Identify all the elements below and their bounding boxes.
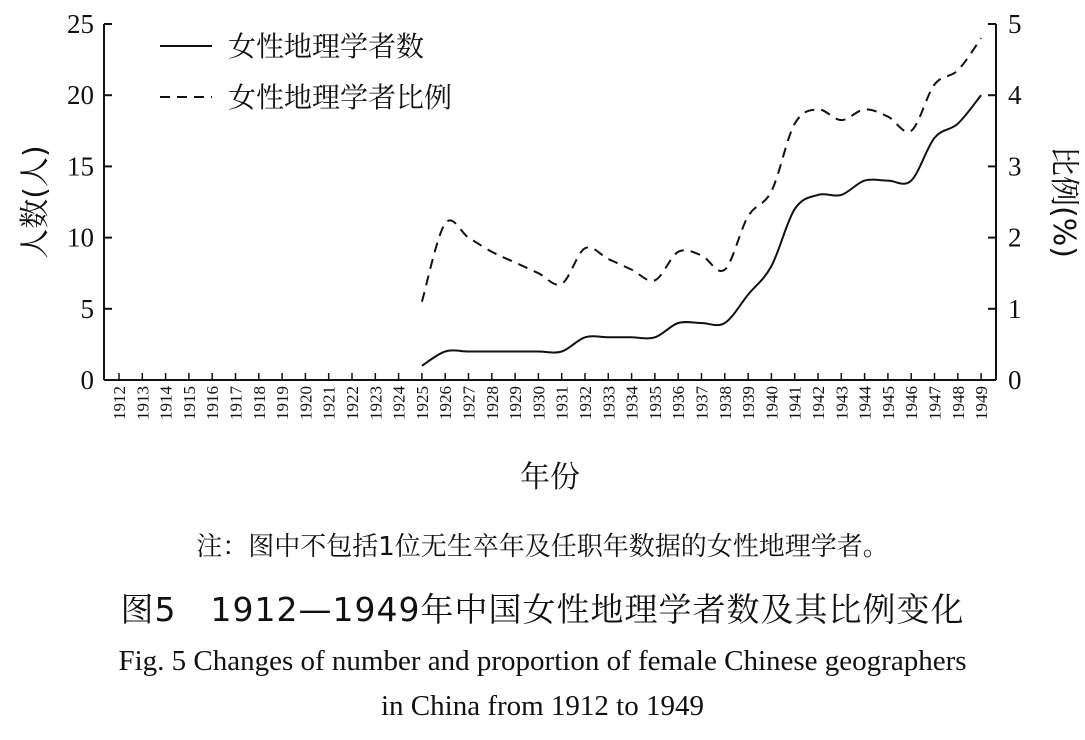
ratio-point [769, 189, 773, 193]
x-tick-label: 1937 [692, 386, 712, 420]
x-tick-label: 1936 [669, 386, 689, 420]
ratio-point [746, 214, 750, 218]
x-tick-label: 1915 [179, 386, 199, 420]
y-left-tick-label: 15 [67, 151, 94, 182]
y-right-tick-label: 2 [1008, 222, 1022, 253]
x-tick-label: 1931 [552, 386, 572, 420]
series-line-count [422, 95, 981, 366]
ratio-point [863, 107, 867, 111]
x-tick-label: 1928 [482, 386, 502, 420]
x-tick-label: 1927 [459, 386, 479, 420]
x-tick-label: 1930 [529, 386, 549, 420]
x-tick-label: 1926 [436, 386, 456, 420]
y-left-tick-label: 0 [80, 365, 94, 395]
x-tick-label: 1924 [389, 386, 409, 420]
x-tick-label: 1932 [576, 386, 595, 420]
y-left-tick-label: 5 [80, 293, 94, 324]
series-layer [420, 36, 983, 368]
y-left-tick-label: 25 [67, 9, 94, 39]
x-tick-label: 1946 [902, 386, 922, 420]
x-tick-label: 1943 [832, 386, 852, 420]
x-tick-label: 1940 [762, 386, 782, 420]
x-tick-label: 1942 [809, 386, 828, 420]
figure-title-en-line2: in China from 1912 to 1949 [380, 690, 704, 722]
right-y-ticks [988, 9, 1022, 395]
x-tick-label: 1941 [785, 386, 805, 420]
y-left-tick-label: 20 [67, 80, 94, 111]
x-tick-label: 1921 [319, 386, 339, 420]
x-tick-label: 1912 [110, 386, 129, 420]
x-tick-label: 1919 [273, 386, 293, 420]
plot-area [104, 24, 996, 380]
y-right-tick-label: 4 [1008, 80, 1022, 111]
x-tick-label: 1935 [645, 386, 665, 420]
x-tick-label: 1916 [203, 386, 223, 420]
x-tick-label: 1914 [156, 386, 176, 420]
y-right-tick-label: 1 [1008, 293, 1022, 324]
y-right-tick-label: 0 [1008, 365, 1022, 395]
series-line-ratio [422, 38, 981, 302]
y-right-axis-title: 比例(%) [1046, 146, 1081, 258]
x-tick-label: 1917 [226, 386, 246, 420]
x-tick-label: 1947 [925, 386, 945, 420]
x-tick-label: 1923 [366, 386, 386, 420]
x-tick-label: 1925 [412, 386, 432, 420]
x-tick-label: 1938 [715, 386, 735, 420]
x-tick-label: 1918 [249, 386, 269, 420]
figure-title-cn: 图5 1912—1949年中国女性地理学者数及其比例变化 [120, 590, 965, 629]
x-tick-label: 1949 [972, 386, 992, 420]
x-tick-label: 1929 [506, 386, 526, 420]
legend-label-count: 女性地理学者数 [228, 30, 425, 63]
x-tick-label: 1922 [343, 386, 362, 420]
x-tick-label: 1934 [622, 386, 642, 420]
x-tick-label: 1944 [855, 386, 875, 420]
ratio-point [513, 261, 517, 265]
x-tick-label: 1913 [133, 386, 153, 420]
x-tick-label: 1945 [878, 386, 898, 420]
x-tick-label: 1948 [948, 386, 968, 420]
figure-title-en-line1: Fig. 5 Changes of number and proportion of female Chinese geographers [118, 645, 967, 677]
legend-label-ratio: 女性地理学者比例 [228, 81, 453, 114]
y-left-tick-label: 10 [67, 222, 94, 253]
ratio-point [443, 221, 447, 225]
x-tick-label: 1933 [599, 386, 619, 420]
x-axis-title: 年份 [520, 460, 580, 495]
y-left-axis-title: 人数(人) [18, 145, 53, 259]
left-y-ticks [67, 9, 112, 395]
chart-note: 注：图中不包括1位无生卒年及任职年数据的女性地理学者。 [196, 532, 889, 562]
y-right-tick-label: 5 [1008, 9, 1022, 39]
y-right-tick-label: 3 [1008, 151, 1022, 182]
legend [160, 30, 452, 114]
ratio-point [816, 107, 820, 111]
x-tick-label: 1939 [739, 386, 759, 420]
x-tick-label: 1920 [296, 386, 316, 420]
